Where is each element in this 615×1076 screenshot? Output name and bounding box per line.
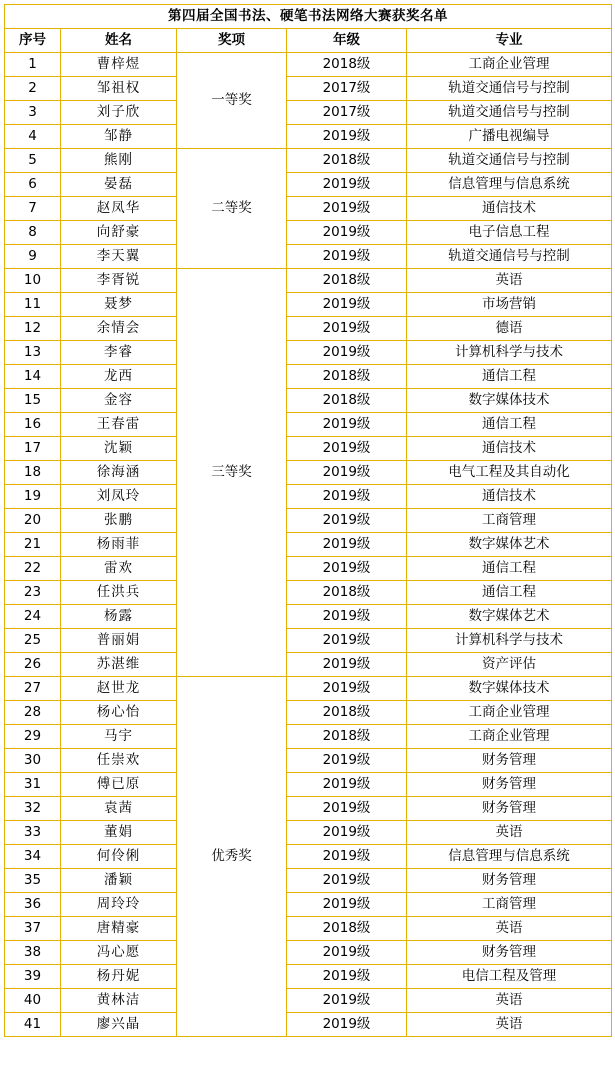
cell-no: 25 xyxy=(5,629,61,653)
column-header-major: 专业 xyxy=(407,29,612,53)
cell-name: 周玲玲 xyxy=(61,893,177,917)
cell-name: 熊刚 xyxy=(61,149,177,173)
cell-grade: 2019级 xyxy=(287,197,407,221)
cell-no: 35 xyxy=(5,869,61,893)
cell-major: 通信工程 xyxy=(407,557,612,581)
cell-no: 16 xyxy=(5,413,61,437)
cell-name: 余情会 xyxy=(61,317,177,341)
table-row xyxy=(5,869,612,893)
cell-no: 33 xyxy=(5,821,61,845)
table-row xyxy=(5,485,612,509)
cell-grade: 2019级 xyxy=(287,869,407,893)
cell-no: 19 xyxy=(5,485,61,509)
cell-major: 数字媒体技术 xyxy=(407,677,612,701)
cell-no: 10 xyxy=(5,269,61,293)
cell-major: 英语 xyxy=(407,989,612,1013)
cell-grade: 2019级 xyxy=(287,677,407,701)
cell-grade: 2019级 xyxy=(287,317,407,341)
cell-grade: 2019级 xyxy=(287,341,407,365)
table-row xyxy=(5,917,612,941)
table-row xyxy=(5,821,612,845)
cell-name: 杨心怡 xyxy=(61,701,177,725)
table-row xyxy=(5,53,612,77)
cell-grade: 2018级 xyxy=(287,365,407,389)
cell-award-group: 三等奖 xyxy=(177,269,287,677)
cell-name: 刘子欣 xyxy=(61,101,177,125)
cell-grade: 2019级 xyxy=(287,845,407,869)
table-row xyxy=(5,437,612,461)
cell-name: 任崇欢 xyxy=(61,749,177,773)
cell-grade: 2018级 xyxy=(287,581,407,605)
cell-grade: 2019级 xyxy=(287,941,407,965)
cell-no: 6 xyxy=(5,173,61,197)
cell-no: 28 xyxy=(5,701,61,725)
cell-name: 晏磊 xyxy=(61,173,177,197)
table-row xyxy=(5,725,612,749)
cell-no: 13 xyxy=(5,341,61,365)
cell-name: 向舒豪 xyxy=(61,221,177,245)
table-row xyxy=(5,77,612,101)
cell-name: 马宇 xyxy=(61,725,177,749)
cell-name: 苏湛维 xyxy=(61,653,177,677)
cell-major: 英语 xyxy=(407,269,612,293)
cell-no: 38 xyxy=(5,941,61,965)
cell-major: 信息管理与信息系统 xyxy=(407,845,612,869)
table-row xyxy=(5,941,612,965)
cell-major: 轨道交通信号与控制 xyxy=(407,149,612,173)
cell-grade: 2019级 xyxy=(287,797,407,821)
cell-grade: 2019级 xyxy=(287,893,407,917)
cell-name: 邹静 xyxy=(61,125,177,149)
column-header-grade: 年级 xyxy=(287,29,407,53)
cell-major: 市场营销 xyxy=(407,293,612,317)
cell-major: 轨道交通信号与控制 xyxy=(407,77,612,101)
cell-name: 黄林洁 xyxy=(61,989,177,1013)
cell-major: 通信技术 xyxy=(407,485,612,509)
cell-major: 通信工程 xyxy=(407,581,612,605)
cell-name: 金容 xyxy=(61,389,177,413)
cell-major: 电气工程及其自动化 xyxy=(407,461,612,485)
cell-grade: 2019级 xyxy=(287,749,407,773)
table-row xyxy=(5,965,612,989)
cell-grade: 2019级 xyxy=(287,293,407,317)
cell-name: 雷欢 xyxy=(61,557,177,581)
column-header-name: 姓名 xyxy=(61,29,177,53)
cell-grade: 2019级 xyxy=(287,461,407,485)
cell-name: 徐海涵 xyxy=(61,461,177,485)
cell-no: 12 xyxy=(5,317,61,341)
cell-no: 17 xyxy=(5,437,61,461)
cell-name: 龙西 xyxy=(61,365,177,389)
cell-major: 通信技术 xyxy=(407,437,612,461)
cell-major: 轨道交通信号与控制 xyxy=(407,101,612,125)
cell-no: 3 xyxy=(5,101,61,125)
cell-no: 11 xyxy=(5,293,61,317)
page-title: 第四届全国书法、硬笔书法网络大赛获奖名单 xyxy=(5,5,612,29)
cell-no: 22 xyxy=(5,557,61,581)
cell-grade: 2018级 xyxy=(287,917,407,941)
cell-grade: 2019级 xyxy=(287,533,407,557)
cell-name: 袁茜 xyxy=(61,797,177,821)
cell-grade: 2019级 xyxy=(287,245,407,269)
cell-grade: 2018级 xyxy=(287,53,407,77)
cell-no: 30 xyxy=(5,749,61,773)
cell-name: 潘颖 xyxy=(61,869,177,893)
cell-no: 41 xyxy=(5,1013,61,1037)
cell-major: 英语 xyxy=(407,917,612,941)
cell-major: 计算机科学与技术 xyxy=(407,629,612,653)
table-row xyxy=(5,749,612,773)
cell-no: 29 xyxy=(5,725,61,749)
table-row xyxy=(5,413,612,437)
table-row xyxy=(5,773,612,797)
cell-award-group: 一等奖 xyxy=(177,53,287,149)
cell-grade: 2019级 xyxy=(287,437,407,461)
cell-grade: 2018级 xyxy=(287,269,407,293)
cell-name: 沈颖 xyxy=(61,437,177,461)
cell-major: 广播电视编导 xyxy=(407,125,612,149)
table-row xyxy=(5,125,612,149)
cell-name: 曹梓煜 xyxy=(61,53,177,77)
cell-no: 39 xyxy=(5,965,61,989)
cell-no: 1 xyxy=(5,53,61,77)
cell-name: 赵凤华 xyxy=(61,197,177,221)
table-row xyxy=(5,365,612,389)
cell-award-group: 二等奖 xyxy=(177,149,287,269)
cell-no: 40 xyxy=(5,989,61,1013)
cell-no: 24 xyxy=(5,605,61,629)
cell-no: 36 xyxy=(5,893,61,917)
table-header-row xyxy=(5,29,612,53)
cell-name: 何伶俐 xyxy=(61,845,177,869)
cell-grade: 2019级 xyxy=(287,773,407,797)
cell-major: 数字媒体技术 xyxy=(407,389,612,413)
cell-grade: 2019级 xyxy=(287,557,407,581)
cell-no: 4 xyxy=(5,125,61,149)
cell-no: 2 xyxy=(5,77,61,101)
table-row xyxy=(5,149,612,173)
cell-grade: 2017级 xyxy=(287,77,407,101)
cell-grade: 2018级 xyxy=(287,701,407,725)
cell-major: 工商企业管理 xyxy=(407,701,612,725)
table-row xyxy=(5,701,612,725)
cell-major: 工商企业管理 xyxy=(407,53,612,77)
cell-grade: 2019级 xyxy=(287,485,407,509)
cell-major: 数字媒体艺术 xyxy=(407,533,612,557)
cell-no: 37 xyxy=(5,917,61,941)
cell-grade: 2019级 xyxy=(287,173,407,197)
cell-name: 赵世龙 xyxy=(61,677,177,701)
cell-grade: 2019级 xyxy=(287,965,407,989)
cell-major: 电子信息工程 xyxy=(407,221,612,245)
cell-name: 刘凤玲 xyxy=(61,485,177,509)
cell-no: 8 xyxy=(5,221,61,245)
cell-major: 信息管理与信息系统 xyxy=(407,173,612,197)
cell-no: 26 xyxy=(5,653,61,677)
cell-grade: 2018级 xyxy=(287,725,407,749)
table-row xyxy=(5,629,612,653)
cell-no: 9 xyxy=(5,245,61,269)
cell-major: 资产评估 xyxy=(407,653,612,677)
cell-no: 23 xyxy=(5,581,61,605)
cell-no: 21 xyxy=(5,533,61,557)
cell-major: 德语 xyxy=(407,317,612,341)
cell-major: 通信技术 xyxy=(407,197,612,221)
cell-name: 李胥锐 xyxy=(61,269,177,293)
cell-name: 李天翼 xyxy=(61,245,177,269)
cell-no: 14 xyxy=(5,365,61,389)
cell-grade: 2019级 xyxy=(287,1013,407,1037)
cell-major: 轨道交通信号与控制 xyxy=(407,245,612,269)
cell-grade: 2019级 xyxy=(287,221,407,245)
table-row xyxy=(5,893,612,917)
table-row xyxy=(5,269,612,293)
table-row xyxy=(5,677,612,701)
cell-major: 数字媒体艺术 xyxy=(407,605,612,629)
cell-major: 财务管理 xyxy=(407,749,612,773)
cell-grade: 2019级 xyxy=(287,989,407,1013)
cell-name: 杨露 xyxy=(61,605,177,629)
cell-name: 聂梦 xyxy=(61,293,177,317)
table-row xyxy=(5,197,612,221)
cell-grade: 2018级 xyxy=(287,149,407,173)
cell-grade: 2018级 xyxy=(287,389,407,413)
cell-no: 7 xyxy=(5,197,61,221)
cell-name: 任洪兵 xyxy=(61,581,177,605)
cell-grade: 2019级 xyxy=(287,125,407,149)
cell-grade: 2019级 xyxy=(287,629,407,653)
cell-major: 工商管理 xyxy=(407,893,612,917)
cell-name: 廖兴晶 xyxy=(61,1013,177,1037)
cell-major: 财务管理 xyxy=(407,797,612,821)
table-row xyxy=(5,653,612,677)
cell-no: 20 xyxy=(5,509,61,533)
cell-no: 5 xyxy=(5,149,61,173)
cell-grade: 2019级 xyxy=(287,509,407,533)
cell-name: 傅已原 xyxy=(61,773,177,797)
cell-award-group: 优秀奖 xyxy=(177,677,287,1037)
table-row xyxy=(5,317,612,341)
cell-no: 18 xyxy=(5,461,61,485)
cell-major: 电信工程及管理 xyxy=(407,965,612,989)
table-row xyxy=(5,173,612,197)
table-row xyxy=(5,509,612,533)
table-row xyxy=(5,389,612,413)
cell-major: 财务管理 xyxy=(407,869,612,893)
cell-name: 冯心愿 xyxy=(61,941,177,965)
cell-grade: 2019级 xyxy=(287,413,407,437)
cell-grade: 2019级 xyxy=(287,653,407,677)
cell-major: 工商企业管理 xyxy=(407,725,612,749)
cell-major: 计算机科学与技术 xyxy=(407,341,612,365)
cell-major: 工商管理 xyxy=(407,509,612,533)
table-row xyxy=(5,461,612,485)
cell-name: 邹祖权 xyxy=(61,77,177,101)
table-row xyxy=(5,245,612,269)
table-row xyxy=(5,1013,612,1037)
cell-grade: 2017级 xyxy=(287,101,407,125)
cell-grade: 2019级 xyxy=(287,821,407,845)
table-title-row xyxy=(5,5,612,29)
cell-name: 王春雷 xyxy=(61,413,177,437)
cell-no: 27 xyxy=(5,677,61,701)
table-row xyxy=(5,101,612,125)
cell-name: 李睿 xyxy=(61,341,177,365)
table-row xyxy=(5,293,612,317)
cell-major: 通信工程 xyxy=(407,413,612,437)
table-row xyxy=(5,605,612,629)
table-row xyxy=(5,989,612,1013)
cell-name: 杨雨菲 xyxy=(61,533,177,557)
table-row xyxy=(5,221,612,245)
cell-no: 34 xyxy=(5,845,61,869)
table-row xyxy=(5,581,612,605)
cell-no: 15 xyxy=(5,389,61,413)
column-header-award: 奖项 xyxy=(177,29,287,53)
column-header-no: 序号 xyxy=(5,29,61,53)
table-row xyxy=(5,341,612,365)
table-row xyxy=(5,845,612,869)
cell-major: 财务管理 xyxy=(407,941,612,965)
cell-grade: 2019级 xyxy=(287,605,407,629)
cell-name: 普丽娟 xyxy=(61,629,177,653)
cell-major: 通信工程 xyxy=(407,365,612,389)
cell-no: 32 xyxy=(5,797,61,821)
cell-name: 杨丹妮 xyxy=(61,965,177,989)
table-row xyxy=(5,557,612,581)
cell-major: 英语 xyxy=(407,1013,612,1037)
table-row xyxy=(5,533,612,557)
cell-major: 英语 xyxy=(407,821,612,845)
cell-name: 董娟 xyxy=(61,821,177,845)
cell-name: 张鹏 xyxy=(61,509,177,533)
cell-major: 财务管理 xyxy=(407,773,612,797)
cell-name: 唐精豪 xyxy=(61,917,177,941)
table-row xyxy=(5,797,612,821)
award-table xyxy=(4,4,612,1037)
cell-no: 31 xyxy=(5,773,61,797)
